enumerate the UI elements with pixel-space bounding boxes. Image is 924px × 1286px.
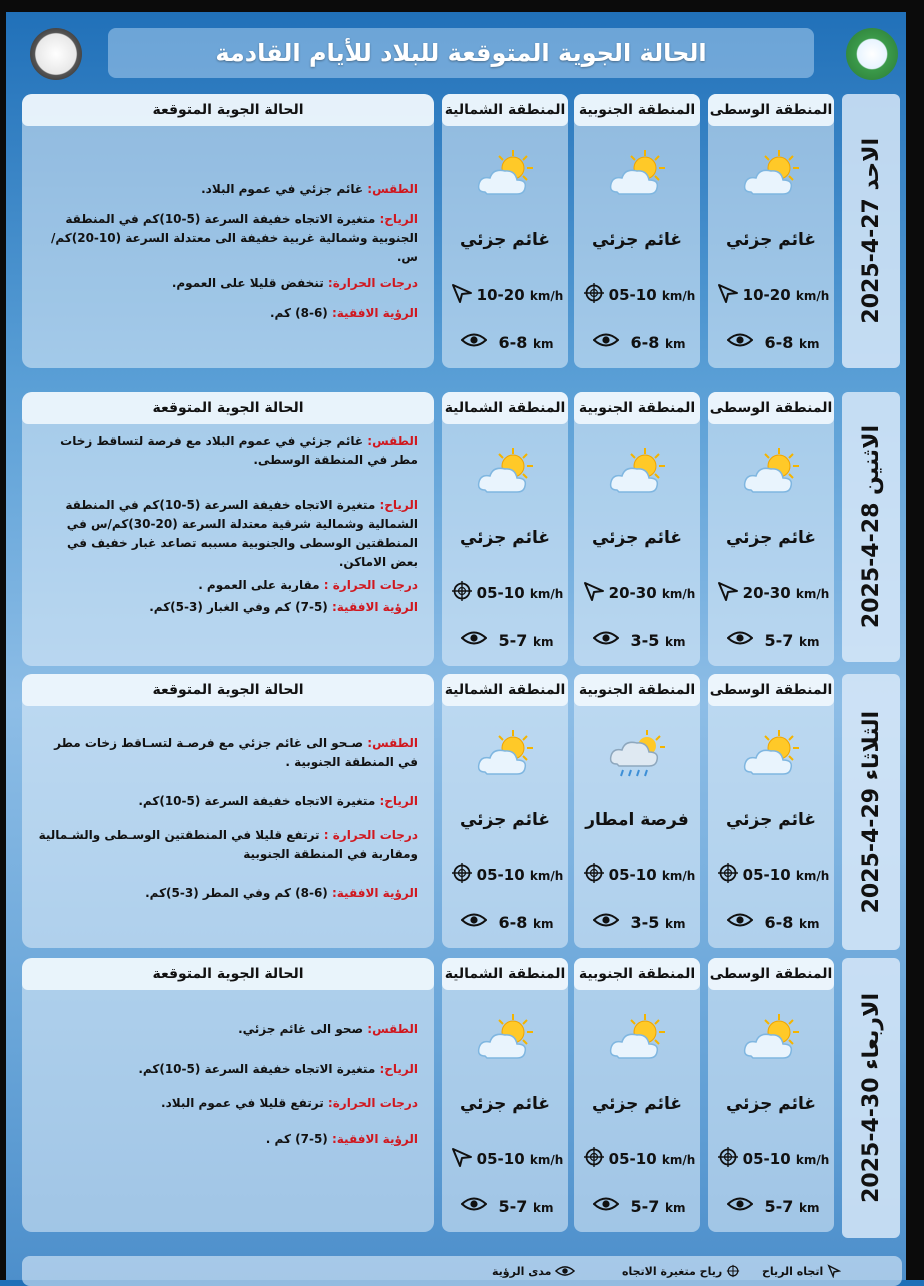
visibility-range [631,913,686,932]
wind-value: 10-20 [742,286,791,304]
visibility-value: 5-7 [630,1196,660,1216]
visibility-value: 6-8 [630,332,660,352]
eye-icon [461,1196,487,1216]
summary-heading: الحالة الجوية المتوقعة [22,94,434,126]
variable-wind-icon [451,580,473,606]
visibility-value: 5-7 [498,1196,528,1216]
weather-line [38,180,418,199]
eye-icon [461,630,487,650]
region-card [574,392,700,666]
eye-icon [461,332,487,352]
visibility-range [499,913,554,932]
wind-label: الرياح: [379,212,418,226]
day-row [0,674,924,948]
visibility-row [578,1196,700,1216]
wind-value: 05-10 [608,1150,657,1168]
condition-text: غائم جزئي [725,810,817,830]
date-label: الاربعاء 30-4-2025 [858,993,884,1203]
partly-cloudy-icon [475,728,535,780]
partly-cloudy-icon [475,1012,535,1064]
visibility-row [446,912,568,932]
partly-cloudy-icon [741,148,801,200]
partly-cloudy-icon [475,148,535,200]
variable-wind-icon [726,1264,740,1278]
partly-cloudy-icon [741,446,801,498]
temperature-text: تنخفض قليلا على العموم. [171,276,328,290]
region-card [708,94,834,368]
visibility-range [765,631,820,650]
condition-text: غائم جزئي [591,1094,683,1114]
visibility-range [765,333,820,352]
visibility-line [38,884,418,903]
wind-value: 05-10 [742,1150,791,1168]
condition-text: غائم جزئي [591,230,683,250]
legend-variable-wind [622,1264,740,1278]
wind-row [446,1146,568,1172]
visibility-line [38,304,418,323]
condition-text: فرصة امطار [585,810,689,830]
summary-card [22,958,434,1232]
wind-text: متغيرة الاتجاه خفيفة السرعة (5-10)كم. [138,794,380,808]
wind-speed [477,866,564,884]
wind-label: الرياح: [379,498,418,512]
wind-speed [477,286,564,304]
weather-line [38,1020,418,1039]
visibility-row [712,332,834,352]
visibility-unit: km [665,916,686,931]
wind-unit: km/h [661,587,696,601]
wind-text: متغيرة الاتجاه خفيفة السرعة (5-10)كم في المنطقة الجنوبية وشمالية غربية خفيفة الى معتدلة السرعة (10-20)كم/س. [50,212,418,264]
visibility-row [578,630,700,650]
region-card [574,94,700,368]
date-tab [842,392,900,662]
region-name: المنطقة الوسطى [708,674,834,706]
visibility-range [631,1197,686,1216]
visibility-value: 3-5 [630,912,660,932]
visibility-range [631,631,686,650]
visibility-range [631,333,686,352]
summary-card [22,674,434,948]
region-name: المنطقة الشمالية [442,674,568,706]
page-title: الحالة الجوية المتوقعة للبلاد للأيام القادمة [108,28,814,78]
visibility-text: (5-7) كم . [265,1132,332,1146]
wind-value: 20-30 [742,584,791,602]
wind-unit: km/h [529,869,564,883]
eye-icon [593,332,619,352]
wind-speed [609,1150,696,1168]
eye-icon [727,630,753,650]
date-tab [842,674,900,950]
temperature-line [38,1094,418,1113]
summary-heading: الحالة الجوية المتوقعة [22,958,434,990]
wind-unit: km/h [661,869,696,883]
visibility-value: 5-7 [764,1196,794,1216]
summary-card [22,392,434,666]
wind-row [712,862,834,888]
condition-text: غائم جزئي [459,230,551,250]
wind-speed [743,1150,830,1168]
wind-row [446,282,568,308]
eye-icon [593,912,619,932]
wind-label: الرياح: [379,794,418,808]
legend [22,1256,902,1286]
wind-speed [477,584,564,602]
ministry-logo [846,28,898,80]
visibility-row [578,332,700,352]
region-name: المنطقة الجنوبية [574,94,700,126]
visibility-row [712,912,834,932]
partly-cloudy-icon [741,1012,801,1064]
variable-wind-icon [583,282,605,308]
visibility-value: 6-8 [764,332,794,352]
condition-text: غائم جزئي [591,528,683,548]
region-name: المنطقة الوسطى [708,94,834,126]
region-name: المنطقة الشمالية [442,392,568,424]
visibility-unit: km [799,1200,820,1215]
wind-unit: km/h [529,587,564,601]
region-name: المنطقة الشمالية [442,94,568,126]
wind-row [446,580,568,606]
visibility-range [499,631,554,650]
date-label: الاحد 27-4-2025 [858,138,884,324]
wind-label: الرياح: [379,1062,418,1076]
visibility-unit: km [799,916,820,931]
rain-icon [607,728,667,780]
wind-row [446,862,568,888]
day-row [0,958,924,1232]
partly-cloudy-icon [607,1012,667,1064]
region-name: المنطقة الوسطى [708,958,834,990]
wind-text: متغيرة الاتجاه خفيفة السرعة (5-10)كم. [138,1062,380,1076]
eye-icon [593,1196,619,1216]
visibility-unit: km [799,336,820,351]
visibility-row [446,332,568,352]
temperature-text: ترتفع قليلا في المنطقتين الوسـطى والشـمالية ومقاربة في المنطقة الجنوبية [38,828,418,861]
region-card [708,392,834,666]
temperature-label: درجات الحرارة : [323,828,418,842]
wind-unit: km/h [795,289,830,303]
wind-row [578,580,700,606]
condition-text: غائم جزئي [459,1094,551,1114]
wind-row [712,1146,834,1172]
visibility-line [38,1130,418,1149]
visibility-unit: km [533,1200,554,1215]
legend-visibility [492,1264,575,1278]
wind-value: 20-30 [608,584,657,602]
summary-card [22,94,434,368]
visibility-unit: km [665,1200,686,1215]
wind-unit: km/h [795,587,830,601]
visibility-value: 6-8 [498,912,528,932]
wind-row [712,580,834,606]
day-row [0,392,924,666]
visibility-range [765,913,820,932]
temperature-label: درجات الحرارة: [327,1096,418,1110]
temperature-line [38,576,418,595]
weather-text: غائم جزئي في عموم البلاد. [201,182,368,196]
visibility-line [38,598,418,617]
wind-speed [609,584,696,602]
region-name: المنطقة الوسطى [708,392,834,424]
visibility-label: الرؤية الافقية: [331,600,418,614]
wind-value: 05-10 [476,584,525,602]
variable-wind-icon [717,862,739,888]
region-card [442,392,568,666]
visibility-value: 5-7 [764,630,794,650]
date-label: الثلاثاء 29-4-2025 [858,710,884,914]
partly-cloudy-icon [475,446,535,498]
date-tab [842,958,900,1238]
temperature-line [38,826,418,864]
visibility-text: (5-7) كم وفي الغبار (3-5)كم. [149,600,332,614]
region-card [708,674,834,948]
eye-icon [593,630,619,650]
day-row [0,94,924,368]
visibility-label: الرؤية الافقية: [331,886,418,900]
visibility-unit: km [665,336,686,351]
wind-speed [609,866,696,884]
visibility-value: 3-5 [630,630,660,650]
region-card [442,674,568,948]
partly-cloudy-icon [607,148,667,200]
wind-speed [743,286,830,304]
visibility-range [499,333,554,352]
region-name: المنطقة الشمالية [442,958,568,990]
wind-line [38,496,418,572]
region-card [574,958,700,1232]
wind-direction-icon [451,282,473,308]
wind-row [578,862,700,888]
visibility-unit: km [533,634,554,649]
visibility-row [446,1196,568,1216]
wind-direction-icon [717,580,739,606]
wind-unit: km/h [529,1153,564,1167]
wind-direction-icon [827,1264,841,1278]
condition-text: غائم جزئي [725,528,817,548]
wind-row [712,282,834,308]
visibility-label: الرؤية الافقية: [331,1132,418,1146]
condition-text: غائم جزئي [725,1094,817,1114]
date-label: الاثنين 28-4-2025 [858,425,884,629]
weather-label: الطقس: [367,434,418,448]
eye-icon [727,332,753,352]
wind-value: 05-10 [476,866,525,884]
legend-label: مدى الرؤية [492,1264,552,1278]
visibility-text: (6-8) كم وفي المطر (3-5)كم. [145,886,332,900]
frame-edge [0,0,924,12]
wind-direction-icon [451,1146,473,1172]
visibility-unit: km [533,916,554,931]
summary-heading: الحالة الجوية المتوقعة [22,674,434,706]
region-card [442,958,568,1232]
visibility-row [712,1196,834,1216]
variable-wind-icon [583,862,605,888]
visibility-value: 6-8 [498,332,528,352]
wind-row [578,1146,700,1172]
visibility-value: 6-8 [764,912,794,932]
variable-wind-icon [717,1146,739,1172]
legend-label: اتجاه الرياح [762,1264,824,1278]
wind-value: 10-20 [476,286,525,304]
region-name: المنطقة الجنوبية [574,674,700,706]
wind-direction-icon [717,282,739,308]
region-card [708,958,834,1232]
condition-text: غائم جزئي [459,528,551,548]
wind-unit: km/h [795,869,830,883]
visibility-row [712,630,834,650]
eye-icon [461,912,487,932]
temperature-line [38,274,418,293]
visibility-range [765,1197,820,1216]
visibility-label: الرؤية الافقية: [331,306,418,320]
wind-unit: km/h [795,1153,830,1167]
visibility-unit: km [533,336,554,351]
meteorological-logo [30,28,82,80]
weather-text: صـحو الى غائم جزئي مع فرصـة لتسـاقط زخات مطر في المنطقة الجنوبية . [54,736,418,769]
partly-cloudy-icon [607,446,667,498]
visibility-text: (6-8) كم. [269,306,332,320]
visibility-range [499,1197,554,1216]
wind-direction-icon [583,580,605,606]
wind-line [38,792,418,811]
wind-speed [477,1150,564,1168]
wind-unit: km/h [529,289,564,303]
region-card [574,674,700,948]
temperature-text: مقاربة على العموم . [198,578,324,592]
visibility-row [578,912,700,932]
legend-label: رياح متغيرة الاتجاه [622,1264,723,1278]
condition-text: غائم جزئي [459,810,551,830]
variable-wind-icon [451,862,473,888]
wind-speed [743,866,830,884]
weather-label: الطقس: [367,182,418,196]
visibility-unit: km [799,634,820,649]
wind-speed [743,584,830,602]
weather-line [38,734,418,772]
summary-heading: الحالة الجوية المتوقعة [22,392,434,424]
region-card [442,94,568,368]
weather-label: الطقس: [367,736,418,750]
visibility-value: 5-7 [498,630,528,650]
wind-value: 05-10 [608,866,657,884]
wind-text: متغيرة الاتجاه خفيفة السرعة (5-10)كم في المنطقة الشمالية وشمالية شرقية معتدلة السرعة (20-30)كم/س في المنطقتين الوسطى والجنوبية مسببه تصاعد غبار خفيف في بعض الاماكن. [65,498,418,569]
wind-line [38,210,418,267]
region-name: المنطقة الجنوبية [574,392,700,424]
condition-text: غائم جزئي [725,230,817,250]
legend-wind-direction [762,1264,841,1278]
eye-icon [555,1264,575,1278]
wind-speed [609,286,696,304]
wind-unit: km/h [661,289,696,303]
eye-icon [727,912,753,932]
variable-wind-icon [583,1146,605,1172]
partly-cloudy-icon [741,728,801,780]
wind-line [38,1060,418,1079]
eye-icon [727,1196,753,1216]
visibility-unit: km [665,634,686,649]
visibility-row [446,630,568,650]
wind-value: 05-10 [608,286,657,304]
wind-value: 05-10 [742,866,791,884]
weather-label: الطقس: [367,1022,418,1036]
temperature-text: ترتفع قليلا في عموم البلاد. [161,1096,328,1110]
wind-value: 05-10 [476,1150,525,1168]
region-name: المنطقة الجنوبية [574,958,700,990]
weather-line [38,432,418,470]
wind-unit: km/h [661,1153,696,1167]
weather-text: صحو الى غائم جزئي. [238,1022,368,1036]
date-tab [842,94,900,368]
wind-row [578,282,700,308]
temperature-label: درجات الحرارة : [323,578,418,592]
weather-text: غائم جزئي في عموم البلاد مع فرصة لتساقط زخات مطر في المنطقة الوسطى. [60,434,418,467]
temperature-label: درجات الحرارة: [327,276,418,290]
